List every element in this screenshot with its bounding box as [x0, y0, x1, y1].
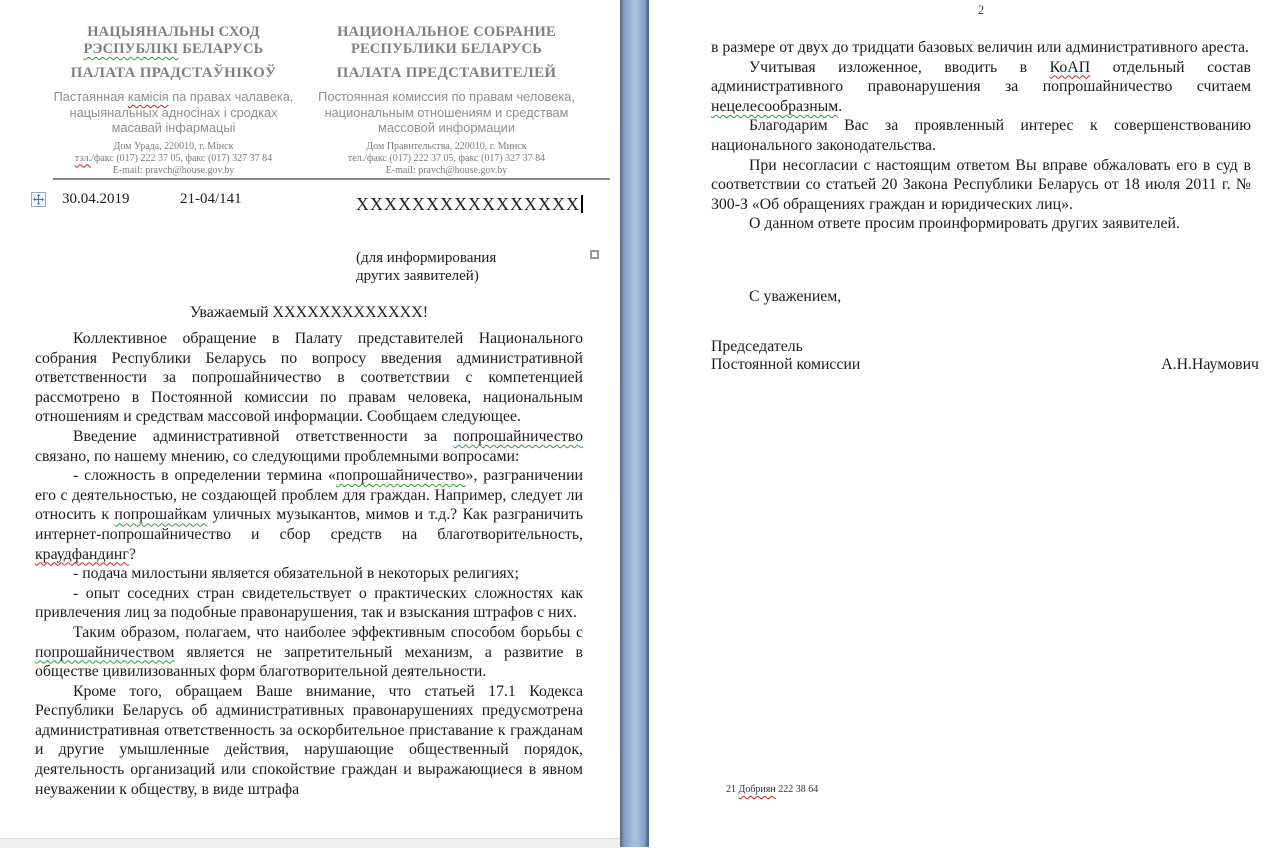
text-segment: краудфандинг	[35, 545, 129, 563]
text-segment: .	[838, 97, 843, 115]
address-block-ru	[303, 141, 590, 177]
text-segment: попрошайничеством	[35, 643, 175, 661]
paragraph	[35, 564, 583, 584]
org-name-line2-by	[52, 41, 295, 58]
letterhead-belarusian-column	[52, 24, 295, 177]
paragraph	[35, 427, 583, 466]
document-page-2	[649, 0, 1280, 847]
salutation-line: Уважаемый XXXXXXXXXXXXX!	[189, 304, 429, 321]
text-segment: па правах чалавека, нацыянальных адносінах і сродках масавай інфармацыі	[69, 89, 294, 135]
text-segment: Добриян	[738, 784, 776, 795]
text-segment: уличных музыкантов, мимов и т.д.? Как разграничить интернет-попрошайничество и сбор средств на благотворительность,	[35, 506, 583, 543]
commission-name-by	[52, 89, 295, 136]
address-line1-ru: Дом Правительства, 220010, г. Минск	[366, 140, 527, 152]
text-segment: 21	[726, 784, 739, 795]
text-segment: камісія	[127, 89, 169, 104]
page-number: 2	[977, 3, 985, 17]
paragraph	[35, 329, 583, 427]
info-note-line2: других заявителей)	[356, 267, 479, 284]
text-segment: связано, по нашему мнению, со следующими проблемными вопросами:	[35, 447, 520, 465]
text-segment: Пастаянная	[53, 89, 128, 104]
chamber-name-ru: ПАЛАТА ПРЕДСТАВИТЕЛЕЙ	[336, 65, 557, 81]
text-segment: Таким образом, полагаем, что наиболее эффективным способом борьбы с	[73, 623, 583, 641]
letterhead-divider-rule	[53, 178, 610, 180]
text-segment: », разграничении его с деятельностью, не создающей проблем для граждан. Например, следует ли относить к	[35, 467, 584, 524]
letter-date: 30.04.2019	[62, 191, 130, 207]
text-segment: - опыт соседних стран свидетельствует о практических сложностях как привлечения лиц за подобные правонарушения, так и взыскания штрафов с них.	[35, 584, 583, 622]
text-cursor	[581, 195, 583, 213]
paragraph	[35, 682, 583, 800]
address-line2-ru: тел./факс (017) 222 37 05, факс (017) 327 37 84	[347, 152, 546, 164]
text-segment: отдельный состав административного правонарушения за попрошайничество считаем	[711, 58, 1251, 96]
text-segment: КоАП	[1049, 58, 1091, 76]
paragraph	[35, 584, 583, 623]
paragraph	[711, 38, 1251, 58]
text-segment: БЕЛАРУСЬ	[178, 41, 264, 57]
page-gap-divider	[620, 0, 649, 847]
commission-name-ru: Постоянная комиссия по правам человека, национальным отношениям и средствам массовой информации	[318, 89, 575, 135]
text-segment: ?	[128, 545, 136, 563]
text-segment: Кроме того, обращаем Ваше внимание, что статьей 17.1 Кодекса Республики Беларусь об административных правонарушениях предусмотрена административная ответственность за оскорбительное приставание к гражданам и другие умышленные действия, нарушающие общественный порядок, деятельность организаций или спокойствие граждан и выражающиеся в явном неуважении к обществу, в виде штрафа	[35, 682, 583, 798]
paragraph	[35, 623, 583, 682]
table-move-handle-icon[interactable]	[31, 192, 46, 207]
text-segment: попрошайкам	[114, 506, 208, 524]
signer-name: А.Н.Наумович	[1161, 356, 1259, 373]
letter-body-page2	[711, 38, 1251, 234]
letter-reference-number: 21-04/141	[180, 191, 242, 207]
text-segment: РЭСПУБЛІКІ	[83, 41, 179, 57]
letter-body-page1	[35, 329, 583, 799]
closing-line: С уважением,	[749, 288, 842, 305]
text-segment: Коллективное обращение в Палату представителей Национального собрания Республики Беларусь по вопросу введения административной ответственности за попрошайничество в соответствии с компетенцией рассмотрено в Постоянной комиссии по правам человека, национальным отношениям и средствам массовой информации. Сообщаем следующее.	[35, 330, 583, 426]
executor-footer	[726, 784, 818, 795]
org-name-line1-ru: НАЦИОНАЛЬНОЕ СОБРАНИЕ	[337, 24, 556, 40]
text-segment: Учитывая изложенное, вводить в	[749, 58, 1050, 76]
address-block-by	[52, 141, 295, 177]
document-page-1	[0, 0, 620, 847]
paragraph	[35, 466, 583, 564]
text-segment: - сложность в определении термина «	[73, 467, 336, 485]
signature-block	[711, 338, 1259, 374]
text-segment: Введение административной ответственности за	[73, 427, 454, 445]
text-segment: попрошайничество	[335, 467, 466, 485]
text-segment: - подача милостыни является обязательной в некоторых религиях;	[73, 565, 519, 583]
signer-title-line1: Председатель	[711, 338, 803, 355]
paragraph	[711, 58, 1251, 117]
email-line-by: E-mail: pravch@house.gov.by	[112, 164, 235, 176]
move-cross-icon	[33, 194, 44, 205]
org-name-line2-ru: РЕСПУБЛИКИ БЕЛАРУСЬ	[351, 41, 542, 57]
org-name-line1-by: НАЦЫЯНАЛЬНЫ СХОД	[87, 24, 260, 40]
info-note	[356, 250, 496, 285]
paragraph	[711, 156, 1251, 215]
info-note-line1: (для информирования	[356, 250, 497, 266]
addressee-placeholder[interactable]	[356, 194, 583, 215]
text-segment: О данном ответе просим проинформировать других заявителей.	[749, 215, 1180, 233]
text-segment: 222 38 64	[775, 784, 819, 795]
text-segment: в размере от двух до тридцати базовых величин или административного ареста.	[711, 39, 1249, 56]
paragraph	[711, 116, 1251, 155]
text-segment: попрошайничество	[453, 427, 583, 445]
addressee-text: XXXXXXXXXXXXXXXX	[356, 194, 580, 214]
text-segment: является не запретительный механизм, а развитие в обществе цивилизованных форм благотворительной деятельности.	[35, 643, 583, 681]
chamber-name-by: ПАЛАТА ПРАДСТАЎНІКОЎ	[70, 65, 277, 81]
letterhead-russian-column	[303, 24, 590, 177]
text-segment: Благодарим Вас за проявленный интерес к совершенствованию национального законодательства.	[711, 117, 1251, 154]
text-segment: При несогласии с настоящим ответом Вы вправе обжаловать его в суд в соответствии со статьей 20 Закона Республики Беларусь от 18 июля 2011 г. № 300-З «Об обращениях граждан и юридических лиц».	[711, 156, 1251, 213]
signer-title	[711, 338, 860, 374]
paragraph	[711, 214, 1251, 234]
text-segment: тэл.	[74, 152, 92, 164]
email-line-ru: E-mail: pravch@house.gov.by	[385, 164, 508, 176]
text-segment: нецелесообразным	[711, 97, 839, 115]
signer-title-line2: Постоянной комиссии	[711, 356, 861, 373]
text-segment: /факс (017) 222 37 05, факс (017) 327 37 84	[91, 152, 273, 164]
address-line1-by: Дом Урада, 220010, г. Мінск	[113, 140, 234, 152]
table-resize-handle[interactable]	[590, 250, 599, 259]
address-line2-by	[52, 153, 295, 165]
